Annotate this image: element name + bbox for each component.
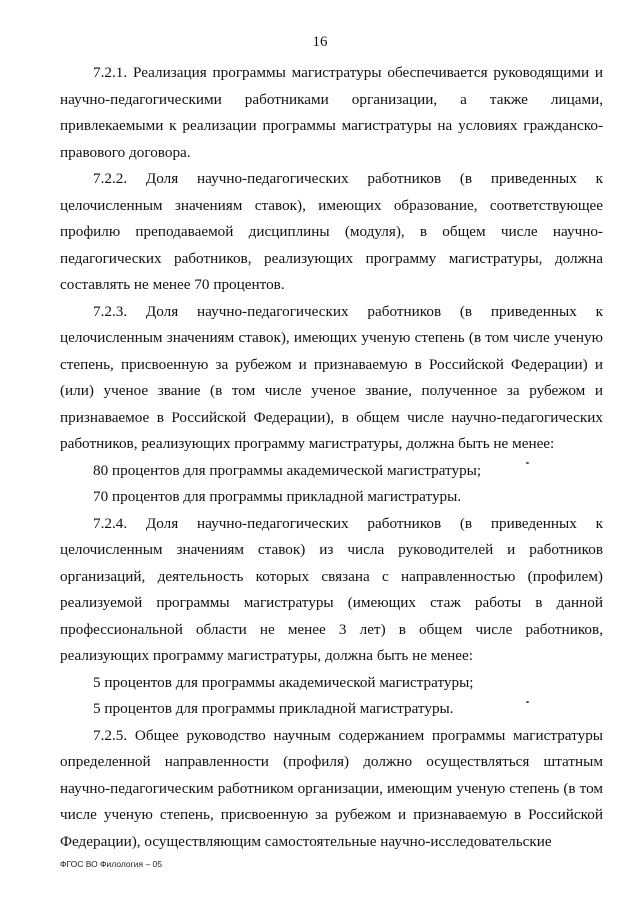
list-item-applied-5: 5 процентов для программы прикладной магистратуры. [93, 700, 454, 717]
list-item-academic-80: 80 процентов для программы академической магистратуры; [93, 461, 482, 479]
list-item-academic-5: 5 процентов для программы академической магистратуры; [93, 673, 474, 691]
document-body [60, 60, 603, 855]
list-item-applied-70: 70 процентов для программы прикладной магистратуры. [93, 488, 462, 505]
scan-speck [526, 701, 529, 703]
scan-speck [526, 462, 529, 464]
paragraph-7-2-1: 7.2.1. Реализация программы магистратуры обеспечивается руководящими и научно-педагогическими работниками организации, а также лицами, привлекаемыми к реализации программы магистратуры на условиях гражданско-правового договора. [60, 64, 603, 161]
document-footer: ФГОС ВО Филология – 05 [60, 859, 163, 869]
page-number: 16 [312, 34, 328, 50]
paragraph-7-2-2: 7.2.2. Доля научно-педагогических работников (в приведенных к целочисленным значениям ставок), имеющих образование, соответствующее профилю преподаваемой дисциплины (модуля), в общем числе научно-педагогических работников, реализующих программу магистратуры, должна составлять не менее 70 процентов. [60, 170, 603, 293]
paragraph-7-2-5: 7.2.5. Общее руководство научным содержанием программы магистратуры определенной направленности (профиля) должно осуществляться штатным научно-педагогическим работником организации, имеющим ученую степень (в том числе ученую степень, присвоенную за рубежом и признаваемую в Российской Федерации), осуществляющим самостоятельные научно-исследовательские [60, 726, 603, 850]
paragraph-7-2-3: 7.2.3. Доля научно-педагогических работников (в приведенных к целочисленным значениям ставок), имеющих ученую степень (в том числе ученую степень, присвоенную за рубежом и признаваемую в Российской Федерации) и (или) ученое звание (в том числе ученое звание, полученное за рубежом и признаваемое в Российской Федерации), в общем числе научно-педагогических работников, реализующих программу магистратуры, должна быть не менее: [60, 302, 603, 452]
paragraph-7-2-4: 7.2.4. Доля научно-педагогических работников (в приведенных к целочисленным значениям ставок) из числа руководителей и работников организаций, деятельность которых связана с направленностью (профилем) реализуемой программы магистратуры (имеющих стаж работы в данной профессиональной области не менее 3 лет) в общем числе работников, реализующих программу магистратуры, должна быть не менее: [60, 514, 603, 664]
